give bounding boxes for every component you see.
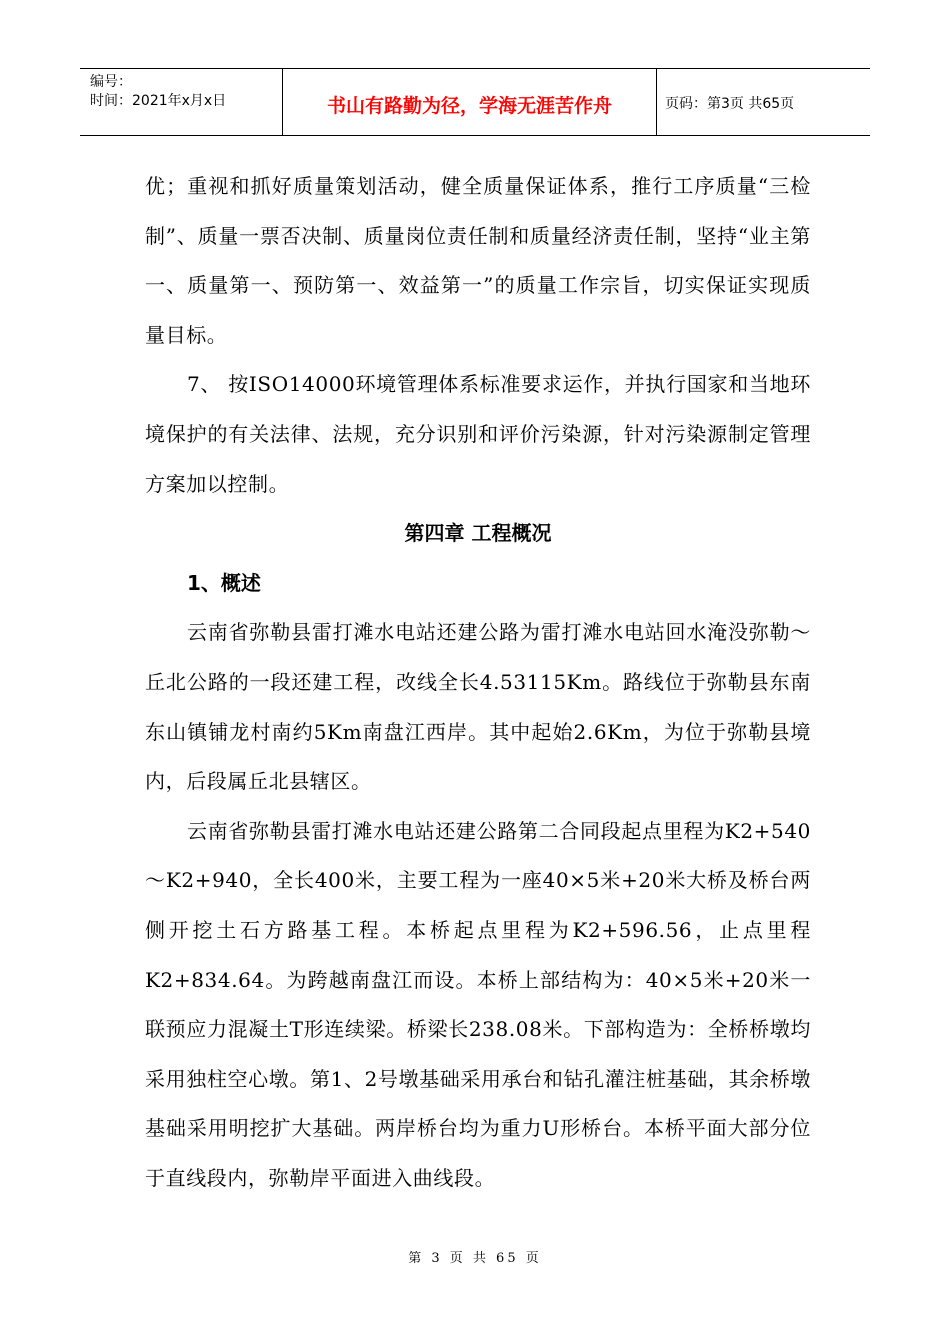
- document-date-label: 时间：2021年x月x日: [90, 93, 227, 109]
- header-motto: 书山有路勤为径，学海无涯苦作舟: [283, 69, 657, 135]
- page-header: [80, 68, 870, 136]
- document-number-label: 编号：: [90, 74, 132, 90]
- paragraph: 7、 按ISO14000环境管理体系标准要求运作，并执行国家和当地环境保护的有关法律、法规，充分识别和评价污染源，针对污染源制定管理方案加以控制。: [145, 372, 811, 496]
- header-meta: [80, 69, 283, 135]
- page-footer: 第 3 页 共 65 页: [408, 1251, 542, 1266]
- paragraph: 云南省弥勒县雷打滩水电站还建公路为雷打滩水电站回水淹没弥勒～丘北公路的一段还建工程，改线全长4.53115Km。路线位于弥勒县东南东山镇铺龙村南约5Km南盘江西岸。其中起始2.6Km，为位于弥勒县境内，后段属丘北县辖区。: [145, 620, 811, 794]
- document-body: [145, 162, 811, 1203]
- chapter-title: 第四章 工程概况: [404, 521, 552, 546]
- section-title: 1、概述: [187, 570, 261, 595]
- paragraph: 云南省弥勒县雷打滩水电站还建公路第二合同段起点里程为K2+540～K2+940，全长400米，主要工程为一座40×5米+20米大桥及桥台两侧开挖土石方路基工程。本桥起点里程为K2+596.56，止点里程K2+834.64。为跨越南盘江而设。本桥上部结构为：40×5米+20米一联预应力混凝土T形连续梁。桥梁长238.08米。下部构造为：全桥桥墩均采用独柱空心墩。第1、2号墩基础采用承台和钻孔灌注桩基础，其余桥墩基础采用明挖扩大基础。两岸桥台均为重力U形桥台。本桥平面大部分位于直线段内，弥勒岸平面进入曲线段。: [145, 818, 811, 1190]
- header-page-info: 页码：第3页 共65页: [665, 96, 795, 112]
- paragraph: 优；重视和抓好质量策划活动，健全质量保证体系，推行工序质量“三检制”、质量一票否决制、质量岗位责任制和质量经济责任制，坚持“业主第一、质量第一、预防第一、效益第一”的质量工作宗旨，切实保证实现质量目标。: [145, 174, 811, 347]
